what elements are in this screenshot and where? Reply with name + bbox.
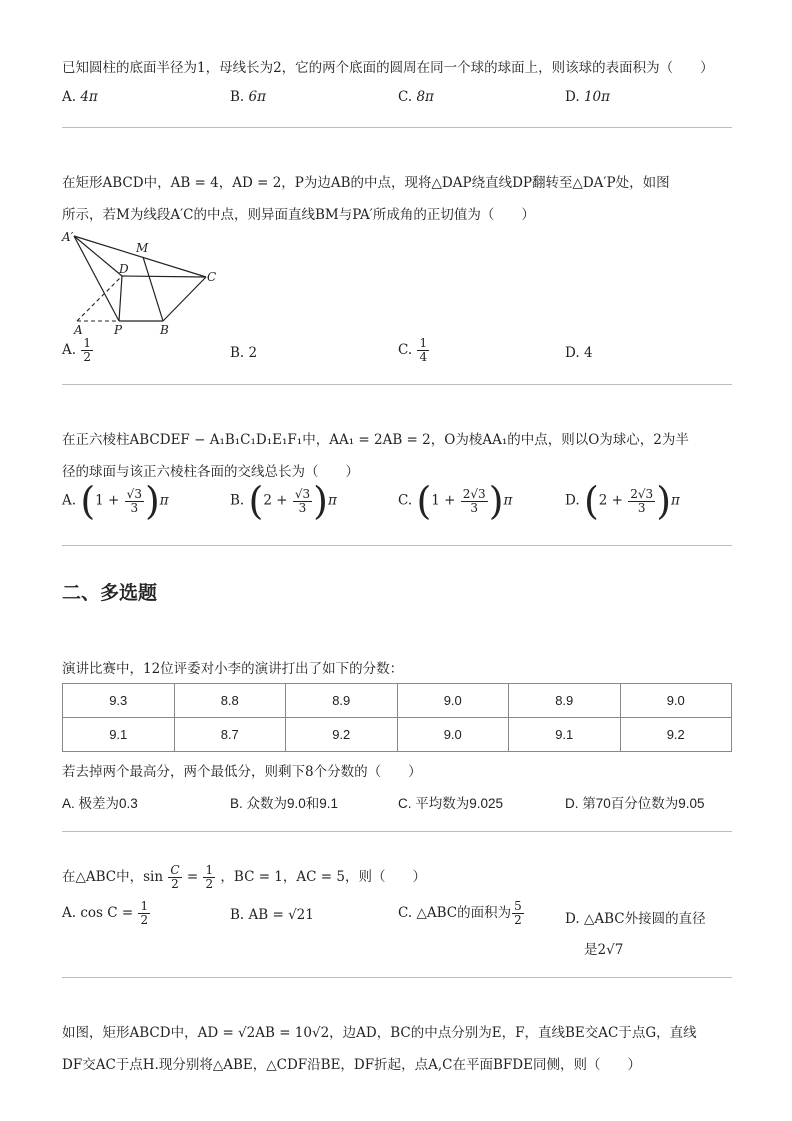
option-text: AB = √21 (248, 907, 314, 923)
edge-b-c (163, 277, 206, 321)
numerator: 1 (140, 899, 149, 913)
table-row (63, 684, 732, 718)
fraction (203, 864, 215, 891)
equals-sign: = (186, 869, 199, 885)
option-letter: B. (230, 796, 243, 811)
q6-stem-line1: 如图，矩形ABCD中，AD = √2AB = 10√2，边AD，BC的中点分别为E，F，直线BE交AC于点G，直线 (62, 1025, 697, 1041)
denominator: 3 (470, 500, 479, 515)
option-letter: D. (565, 911, 580, 927)
option-letter: C. (398, 492, 413, 509)
q1-option-a[interactable] (62, 89, 98, 105)
q4-option-a[interactable] (62, 792, 138, 812)
option-text: 10π (583, 89, 610, 105)
q4-stem: 演讲比赛中，12位评委对小李的演讲打出了如下的分数： (62, 661, 404, 677)
q3-option-c[interactable] (398, 479, 513, 523)
q1-option-c[interactable] (398, 89, 434, 105)
table-cell: 9.2 (286, 718, 398, 752)
edge-d-p (119, 276, 122, 321)
numerator: 1 (83, 336, 91, 350)
q2-stem-line1: 在矩形ABCD中，AB = 4，AD = 2，P为边AB的中点，现将△DAP绕直线DP翻转至△DA′P处，如图 (62, 175, 670, 191)
fraction (512, 900, 524, 927)
q5-option-d-line2: 是2√7 (584, 942, 624, 958)
table-row (63, 718, 732, 752)
option-letter: A. (62, 796, 75, 811)
q3-option-b[interactable] (230, 479, 337, 523)
option-letter: A. (62, 905, 77, 921)
table-cell: 9.2 (620, 718, 732, 752)
option-letter: A. (62, 342, 77, 358)
q5-option-a[interactable] (62, 900, 151, 927)
option-text: 4π (80, 89, 98, 105)
option-letter: D. (565, 89, 580, 105)
table-cell: 9.1 (509, 718, 621, 752)
option-letter: C. (398, 796, 412, 811)
denominator: 3 (298, 500, 307, 515)
option-letter: A. (62, 492, 77, 509)
fraction (168, 864, 181, 891)
option-letter: D. (565, 345, 580, 361)
denominator: 2 (205, 877, 214, 891)
stem-pre: 在△ABC中，sin (62, 869, 164, 885)
left-paren: ( (583, 479, 599, 523)
divider (62, 831, 732, 832)
right-paren: ) (656, 479, 672, 523)
denominator: 3 (637, 500, 646, 515)
table-cell: 9.1 (63, 718, 175, 752)
option-letter: D. (565, 492, 580, 509)
option-letter: C. (398, 342, 413, 358)
label-d: D (119, 262, 129, 276)
option-lead: 1 + (431, 492, 456, 509)
option-text: 8π (416, 89, 434, 105)
option-tail: π (327, 492, 337, 509)
right-paren: ) (313, 479, 328, 523)
option-letter: B. (230, 492, 245, 509)
option-tail: π (671, 492, 680, 509)
option-letter: C. (398, 905, 413, 921)
option-text: 6π (248, 89, 266, 105)
option-text: 众数为9.0和9.1 (246, 796, 339, 811)
divider (62, 545, 732, 546)
divider (62, 384, 732, 385)
label-m: M (136, 241, 149, 255)
table-cell: 8.7 (174, 718, 286, 752)
left-paren: ( (416, 479, 432, 523)
option-letter: C. (398, 89, 413, 105)
q5-stem (62, 864, 426, 891)
table-cell: 8.9 (509, 684, 621, 718)
option-lead: 2 + (598, 492, 623, 509)
fraction (628, 488, 655, 515)
option-text: △ABC外接圆的直径 (583, 911, 706, 927)
table-cell: 8.9 (286, 684, 398, 718)
left-paren: ( (80, 479, 96, 523)
fraction (417, 337, 429, 364)
q4-option-b[interactable] (230, 792, 338, 812)
section-title: 二、多选题 (62, 582, 158, 604)
table-cell: 9.0 (397, 684, 509, 718)
q2-figure (60, 228, 225, 340)
q4-option-c[interactable] (398, 792, 503, 812)
q2-option-a[interactable] (62, 337, 94, 364)
q3-stem-line2: 径的球面与该正六棱柱各面的交线总长为（ ） (62, 464, 359, 480)
q2-option-c[interactable] (398, 337, 430, 364)
table-cell: 9.0 (620, 684, 732, 718)
option-text: 第70百分位数为9.05 (582, 796, 705, 811)
option-tail: π (159, 492, 169, 509)
denominator: 2 (83, 350, 91, 364)
q5-option-b[interactable] (230, 907, 314, 923)
denominator: 2 (140, 913, 149, 927)
label-b: B (160, 323, 169, 337)
option-lead: 2 + (263, 492, 288, 509)
option-letter: D. (565, 796, 579, 811)
label-a: A (74, 323, 83, 337)
fraction (138, 900, 150, 927)
stem-post: ，BC = 1，AC = 5，则（ ） (220, 869, 426, 885)
table-cell: 9.0 (397, 718, 509, 752)
fraction (81, 337, 93, 364)
q3-stem-line1: 在正六棱柱ABCDEF − A₁B₁C₁D₁E₁F₁中，AA₁ = 2AB = 2，O为棱AA₁的中点，则以O为球心，2为半 (62, 432, 689, 448)
right-paren: ) (488, 479, 504, 523)
option-text: 4 (583, 345, 593, 361)
table-cell: 9.3 (63, 684, 175, 718)
denominator: 4 (419, 350, 428, 364)
option-text: 平均数为9.025 (415, 796, 504, 811)
q6-stem-line2: DF交AC于点H.现分别将△ABE，△CDF沿BE，DF折起，点A,C在平面BFDE同侧，则（ ） (62, 1057, 641, 1073)
option-letter: B. (230, 89, 245, 105)
option-text: cos C = (80, 905, 134, 921)
label-c: C (207, 270, 217, 284)
numerator: 1 (419, 336, 428, 350)
q1-option-b[interactable] (230, 89, 266, 105)
q3-option-a[interactable] (62, 479, 169, 523)
table-cell: 8.8 (174, 684, 286, 718)
q5-option-c[interactable] (398, 900, 525, 927)
numerator: √3 (126, 486, 142, 501)
numerator: C (170, 863, 180, 877)
label-p: P (114, 323, 123, 337)
denominator: 3 (130, 500, 139, 515)
q4-question: 若去掉两个最高分，两个最低分，则剩下8个分数的（ ） (62, 764, 422, 780)
option-letter: B. (230, 345, 245, 361)
edge-a1-d (74, 236, 122, 276)
fraction (293, 488, 312, 515)
edge-b-m (143, 257, 163, 321)
denominator: 2 (171, 877, 179, 891)
label-a1: A′ (62, 230, 74, 244)
q1-option-d[interactable] (565, 89, 610, 105)
fraction (125, 488, 144, 515)
q2-option-d[interactable] (565, 345, 593, 361)
q2-option-b[interactable] (230, 345, 257, 361)
option-lead: 1 + (95, 492, 120, 509)
left-paren: ( (248, 479, 264, 523)
right-paren: ) (144, 479, 160, 523)
q2-stem-line2: 所示，若M为线段A′C的中点，则异面直线BM与PA′所成角的正切值为（ ） (62, 207, 535, 223)
q4-option-d[interactable] (565, 792, 705, 812)
edge-d-c (122, 276, 206, 277)
option-text: △ABC的面积为 (416, 905, 512, 921)
q3-option-d[interactable] (565, 479, 680, 523)
edge-a1-p (74, 236, 119, 321)
numerator: 2√3 (630, 486, 654, 501)
q5-option-d[interactable] (565, 907, 706, 927)
denominator: 2 (514, 913, 522, 927)
option-letter: A. (62, 89, 77, 105)
option-text: 极差为0.3 (78, 796, 138, 811)
q1-stem: 已知圆柱的底面半径为1，母线长为2，它的两个底面的圆周在同一个球的球面上，则该球的表面积为（ ） (62, 60, 714, 76)
divider (62, 127, 732, 128)
divider (62, 977, 732, 978)
scores-table (62, 683, 732, 752)
fraction (461, 488, 488, 515)
option-tail: π (503, 492, 513, 509)
numerator: √3 (294, 486, 311, 501)
numerator: 2√3 (462, 486, 486, 501)
option-letter: B. (230, 907, 245, 923)
option-text: 2 (248, 345, 258, 361)
numerator: 5 (514, 899, 522, 913)
numerator: 1 (205, 863, 214, 877)
